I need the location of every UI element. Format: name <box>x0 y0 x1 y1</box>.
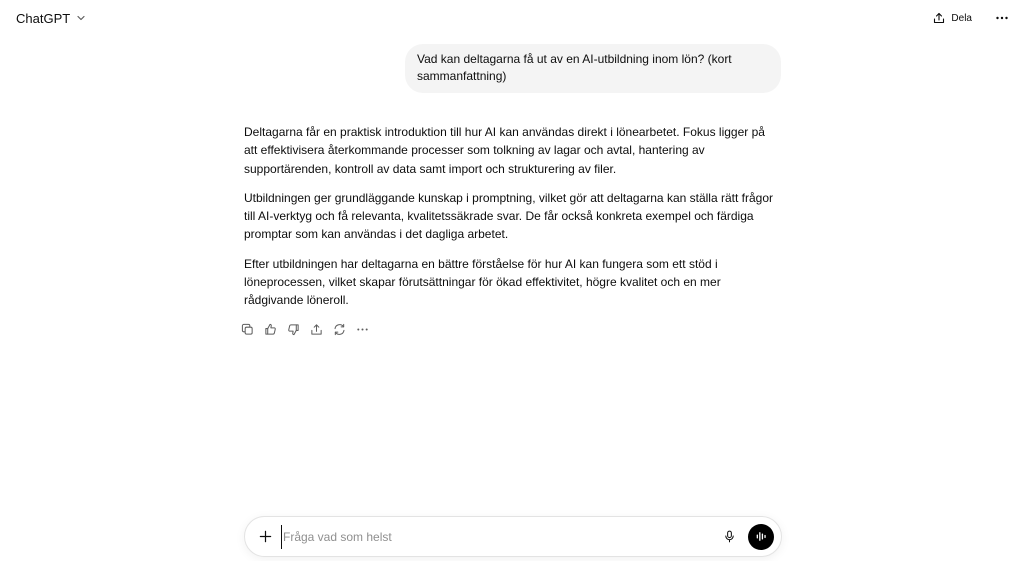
composer <box>244 516 782 557</box>
good-response-button[interactable] <box>262 321 279 338</box>
more-icon <box>995 11 1009 25</box>
more-actions-button[interactable] <box>354 321 371 338</box>
dictate-button[interactable] <box>719 527 739 547</box>
share-icon <box>310 323 323 336</box>
user-message: Vad kan deltagarna få ut av en AI-utbildning inom lön? (kort sammanfattning) <box>405 44 781 93</box>
plus-icon <box>259 530 272 543</box>
prompt-input[interactable] <box>281 525 719 549</box>
top-bar <box>0 0 1024 36</box>
assistant-message <box>244 123 781 310</box>
voice-mode-button[interactable] <box>748 524 774 550</box>
voice-waveform-icon <box>755 530 768 543</box>
conversation-options-button[interactable] <box>992 8 1012 28</box>
chevron-down-icon <box>76 13 86 23</box>
model-name: ChatGPT <box>16 10 71 26</box>
model-selector[interactable] <box>16 11 86 26</box>
message-actions <box>239 321 781 338</box>
microphone-icon <box>723 530 736 543</box>
share-button[interactable] <box>927 8 978 28</box>
conversation-thread <box>244 44 781 338</box>
assistant-paragraph: Efter utbildningen har deltagarna en bättre förståelse för hur AI kan fungera som ett stöd i löneprocessen, vilket skapar förutsättningar för ökad effektivitet, högre kvalitet och en mer rådgivande löneroll. <box>244 256 721 308</box>
copy-button[interactable] <box>239 321 256 338</box>
share-icon <box>933 12 945 24</box>
regenerate-button[interactable] <box>331 321 348 338</box>
bad-response-button[interactable] <box>285 321 302 338</box>
user-message-row <box>244 44 781 93</box>
regenerate-icon <box>333 323 346 336</box>
assistant-paragraph: Utbildningen ger grundläggande kunskap i promptning, vilket gör att deltagarna kan ställa rätt frågor till AI-verktyg och få relevanta, kvalitetssäkrade svar. De får också konkreta exempel och färdiga promptar som kan användas i det dagliga arbetet. <box>244 190 773 242</box>
add-attachment-button[interactable] <box>257 529 273 545</box>
share-response-button[interactable] <box>308 321 325 338</box>
copy-icon <box>241 323 254 336</box>
thumbs-down-icon <box>287 323 300 336</box>
share-label: Dela <box>951 12 972 24</box>
more-icon <box>356 323 369 336</box>
thumbs-up-icon <box>264 323 277 336</box>
assistant-paragraph: Deltagarna får en praktisk introduktion till hur AI kan användas direkt i lönearbetet. Fokus ligger på att effektivisera återkommande processer som tolkning av lagar och avtal, hantering av supportärenden, kontroll av data samt import och strukturering av filer. <box>244 125 765 176</box>
header-actions <box>927 8 1012 28</box>
